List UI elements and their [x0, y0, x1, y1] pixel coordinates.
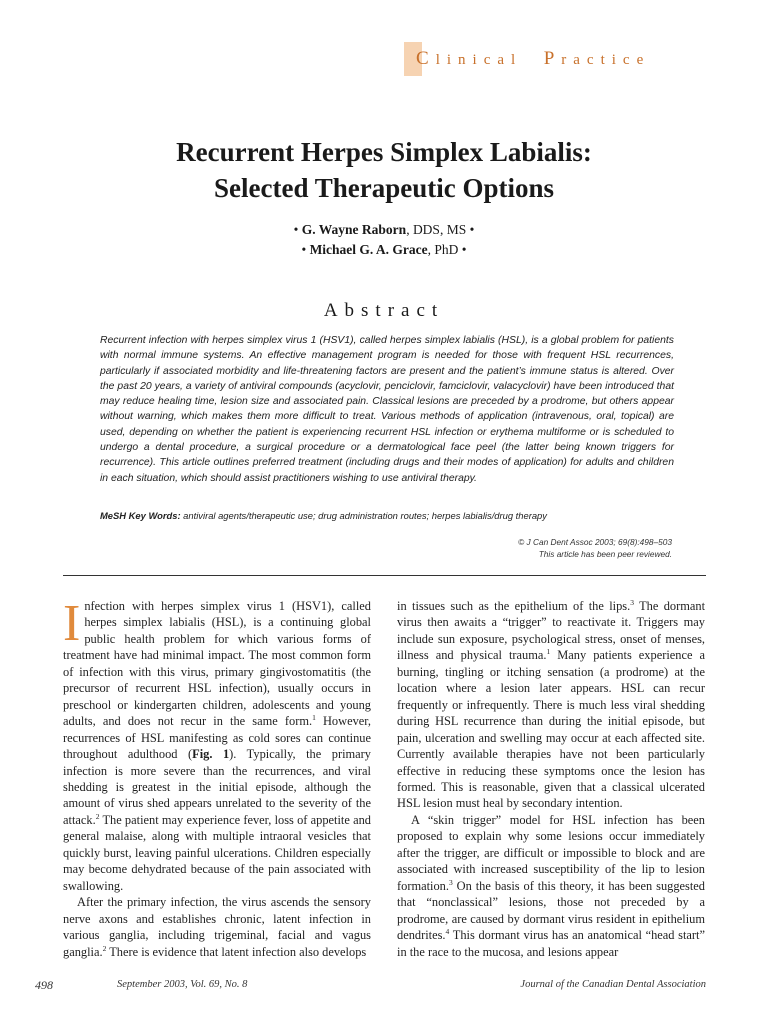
body-paragraph: Infection with herpes simplex virus 1 (HSV1), called herpes simplex labialis (HSL), is a continuing global public health problem for which various forms of treatment have had minimal impact. The most common form of infection with this virus, primary gingivostomatitis (the precursor of recurrent HSL infection), usually occurs in preschool or kindergarten children, adolescents and young adults, and does not recur in the same form.$^1$ However, recurrences of HSL manifesting as cold sores can continue throughout adulthood (Fig. 1). Typically, the primary infection is more severe than the recurrences, and viral shedding is greatest in the initial episode, although the amount of virus shed appears unrelated to the severity of the attack.$^2$ The patient may experience fever, loss of appetite and general malaise, along with multiple intraoral vesicles that quickly burst, leaving painful ulcerations. Children especially may become dehydrated because of the pain associated with swallowing.	[63, 595, 371, 893]
body-paragraph: in tissues such as the epithelium of the lips.$^3$ The dormant virus then awaits a “trigger” to reactivate it. Triggers may include sun exposure, psychological stress, onset of menses, illness and physical trauma.$^1$ Many patients experience a burning, tingling or itching sensation (a prodrome) at the location where a lesion later appears. HSL can recur frequently or infrequently. There is much less viral shedding during HSL recurrence than during the initial episode, but pain, ulceration and swelling may occur at each affected site. Currently available therapies have not been particularly effective in reducing these symptoms once the lesion has formed. This is reasonable, given that a classical ulcerated HSL lesion must heal by secondary intention.	[397, 597, 706, 811]
mesh-keywords: MeSH Key Words: antiviral agents/therapeutic use; drug administration routes; herpes labialis/drug therapy	[100, 510, 547, 521]
issue-info: September 2003, Vol. 69, No. 8	[117, 979, 248, 990]
divider	[63, 575, 706, 576]
section-label	[404, 42, 704, 76]
citation	[518, 536, 672, 560]
peer-review-note: This article has been peer reviewed.	[538, 549, 672, 559]
body-paragraph: A “skin trigger” model for HSL infection has been proposed to explain why some lesions occur immediately after the trigger, are difficult or impossible to block and are associated with increased susceptibility of the lip to lesion formation.$^3$ On the basis of this theory, it has been suggested that “nonclassical” lesions, those not preceded by a prodrome, are caused by dormant virus resident in epithelium dendrites.$^4$ This dormant virus has an anatomical “head start” in the race to the mucosa, and lesions appear	[397, 812, 705, 959]
page-number: 498	[35, 978, 53, 992]
title-line-2: Selected Therapeutic Options	[214, 173, 554, 203]
abstract-heading: Abstract	[323, 300, 445, 321]
body-column-right	[397, 598, 705, 960]
title-line-1: Recurrent Herpes Simplex Labialis:	[176, 137, 592, 167]
author-1: • G. Wayne Raborn, DDS, MS •	[293, 222, 475, 237]
article-title	[0, 134, 768, 206]
figure-reference: Fig. 1	[192, 747, 230, 762]
citation-line: © J Can Dent Assoc 2003; 69(8):498–503	[518, 537, 672, 547]
author-2: • Michael G. A. Grace, PhD •	[301, 242, 467, 257]
page-footer	[0, 978, 768, 998]
author-list	[0, 220, 768, 260]
drop-cap: I	[63, 595, 81, 652]
body-paragraph: After the primary infection, the virus ascends the sensory nerve axons and establishes chronic, latent infection in various ganglia, including trigeminal, facial and vagus ganglia.$^2$ There is evidence that latent infection also develops	[63, 895, 371, 959]
section-title: Clinical Practice	[416, 48, 651, 69]
body-column-left	[63, 595, 371, 960]
abstract-text: Recurrent infection with herpes simplex virus 1 (HSV1), called herpes simplex labialis (HSL), is a global problem for patients with normal immune systems. An effective management program is needed for those with frequent HSL recurrences, particularly if associated morbidity and life-threatening factors are present and the patient’s immune status is altered. Over the past 20 years, a variety of antiviral compounds (acyclovir, penciclovir, famciclovir, valacyclovir) have been introduced that may reduce healing time, lesion size and associated pain. Classical lesions are preceded by a prodrome, but others appear without warning, which makes them more difficult to treat. Various methods of application (intravenous, oral, topical) are used, depending on whether the patient is experiencing recurrent HSL infection or erythema multiforme or is scheduled to undergo a dental procedure, a surgical procedure or a dermatological face peel (the latter being known triggers for recurrence). This article outlines preferred treatment (including drugs and their modes of application) for adults and children in each situation, which should assist practitioners wishing to use antiviral therapy.	[100, 335, 674, 484]
journal-name: Journal of the Canadian Dental Association	[520, 979, 706, 990]
